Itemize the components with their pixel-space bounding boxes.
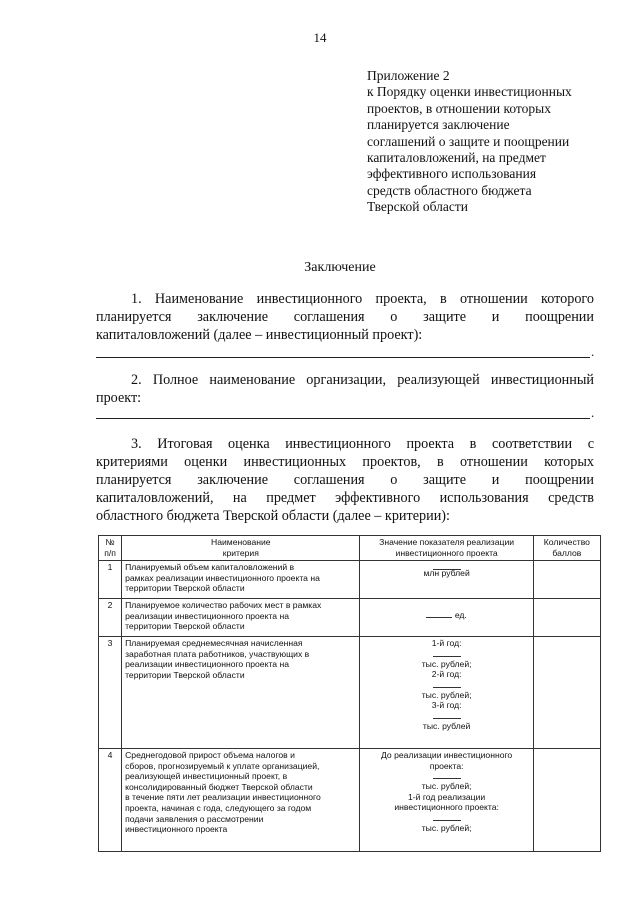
value-year: 2-й год: (431, 669, 462, 680)
value-unit: млн рублей (423, 568, 470, 578)
value-unit: тыс. рублей; (421, 822, 472, 833)
organization-name-field[interactable] (96, 418, 590, 419)
header-num (99, 536, 122, 561)
row-value[interactable] (360, 637, 533, 749)
criterion-line: реализации инвестиционного проекта на (125, 610, 289, 621)
row-score[interactable] (533, 561, 600, 599)
table-row (99, 749, 601, 852)
criterion-line: проекта, начиная с года, следующего за годом (125, 802, 312, 813)
criterion-line: заработная плата работников, участвующих в (125, 648, 310, 659)
value-unit: тыс. рублей; (421, 689, 472, 700)
header-text: баллов (552, 548, 582, 558)
row-num: 3 (99, 637, 122, 749)
project-name-field[interactable] (96, 357, 590, 358)
appendix-line: к Порядку оценки инвестиционных (367, 84, 572, 100)
header-name (122, 536, 360, 561)
page-number: 14 (313, 30, 327, 45)
criteria-table (98, 535, 601, 852)
section-2-line: проект: (96, 390, 142, 406)
section-3-line: областного бюджета Тверской области (далее – критерии): (96, 508, 450, 524)
field-end-dot: . (591, 405, 595, 420)
value-period: проекта: (429, 760, 464, 771)
criterion-line: территории Тверской области (125, 621, 245, 632)
criterion-line: территории Тверской области (125, 583, 245, 594)
criterion-line: Планируемое количество рабочих мест в рамках (125, 600, 322, 610)
header-score (533, 536, 600, 561)
appendix-line: капиталовложений, на предмет (367, 150, 546, 166)
header-text: Количество (543, 537, 590, 548)
header-text: № (105, 537, 115, 548)
section-3-line: капиталовложений, на предмет эффективного использования средств (96, 490, 594, 506)
section-1-line: капиталовложений (далее – инвестиционный проект): (96, 327, 423, 343)
appendix-line: планируется заключение (367, 117, 510, 133)
field-end-dot: . (591, 344, 595, 359)
appendix-line: Приложение 2 (367, 68, 450, 83)
section-3 (96, 435, 594, 525)
value-period: 1-й год реализации (408, 791, 486, 802)
section-2-line: 2. Полное наименование организации, реализующей инвестиционный (131, 372, 594, 388)
value-unit: тыс. рублей (422, 720, 471, 731)
value-unit: тыс. рублей; (421, 658, 472, 669)
row-score[interactable] (533, 749, 600, 852)
appendix-line: проектов, в отношении которых (367, 100, 551, 116)
criterion-line: рамках реализации инвестиционного проекта на (125, 572, 320, 583)
section-3-line: планируется заключение соглашения о защите и поощрении (96, 472, 594, 488)
section-3-line: критериями оценки инвестиционных проектов, в отношении которых (96, 454, 594, 470)
section-3-line: 3. Итоговая оценка инвестиционного проекта в соответствии с (131, 436, 594, 452)
value-year: 3-й год: (431, 700, 462, 711)
row-score[interactable] (533, 637, 600, 749)
appendix-header (367, 68, 627, 216)
criterion-line: Планируемая среднемесячная начисленная (125, 638, 303, 648)
criterion-line: подачи заявления о рассмотрении (125, 813, 264, 824)
table-header-row (99, 536, 601, 561)
criterion-line: реализующей инвестиционный проект, в (125, 771, 288, 782)
header-text: инвестиционного проекта (395, 548, 498, 558)
value-year: 1-й год: (431, 638, 462, 648)
row-criterion (122, 561, 360, 599)
value-period: До реализации инвестиционного (381, 750, 513, 760)
row-num: 4 (99, 749, 122, 852)
row-value[interactable] (360, 599, 533, 637)
value-blank[interactable] (433, 650, 461, 657)
section-1 (96, 290, 594, 344)
criterion-line: территории Тверской области (125, 669, 245, 680)
header-text: п/п (104, 548, 116, 558)
criterion-line: Планируемый объем капиталовложений в (125, 562, 295, 572)
table-row (99, 561, 601, 599)
table-row (99, 599, 601, 637)
section-2 (96, 371, 594, 407)
value-blank[interactable] (433, 712, 461, 719)
appendix-line: соглашений о защите и поощрении (367, 133, 570, 149)
value-unit: ед. (454, 610, 467, 620)
appendix-line: эффективного использования (367, 166, 537, 182)
criterion-line: реализации инвестиционного проекта на (125, 659, 289, 670)
row-score[interactable] (533, 599, 600, 637)
row-num: 2 (99, 599, 122, 637)
appendix-line: средств областного бюджета (367, 182, 532, 198)
table-row (99, 637, 601, 749)
value-blank[interactable] (426, 609, 452, 618)
value-blank[interactable] (433, 814, 461, 821)
value-period: инвестиционного проекта: (394, 802, 499, 813)
value-blank[interactable] (433, 681, 461, 688)
row-value[interactable] (360, 749, 533, 852)
criterion-line: консолидированный бюджет Тверской области (125, 781, 313, 792)
value-blank[interactable] (433, 772, 461, 779)
value-unit: тыс. рублей; (421, 781, 472, 792)
row-criterion (122, 637, 360, 749)
criterion-line: сборов, прогнозируемый к уплате организацией, (125, 760, 320, 771)
row-criterion (122, 599, 360, 637)
criterion-line: в течение пяти лет реализации инвестиционного (125, 792, 321, 803)
header-text: Значение показателя реализации (379, 537, 515, 548)
document-title: Заключение (304, 260, 376, 275)
criterion-line: Среднегодовой прирост объема налогов и (125, 750, 295, 760)
section-1-line: 1. Наименование инвестиционного проекта, в отношении которого (131, 291, 594, 307)
section-1-line: планируется заключение соглашения о защите и поощрении (96, 309, 594, 325)
header-text: Наименование (211, 537, 271, 548)
row-value[interactable] (360, 561, 533, 599)
appendix-line: Тверской области (367, 199, 468, 215)
row-criterion (122, 749, 360, 852)
criterion-line: инвестиционного проекта (125, 824, 228, 835)
header-text: критерия (222, 548, 259, 558)
header-value (360, 536, 533, 561)
row-num: 1 (99, 561, 122, 599)
